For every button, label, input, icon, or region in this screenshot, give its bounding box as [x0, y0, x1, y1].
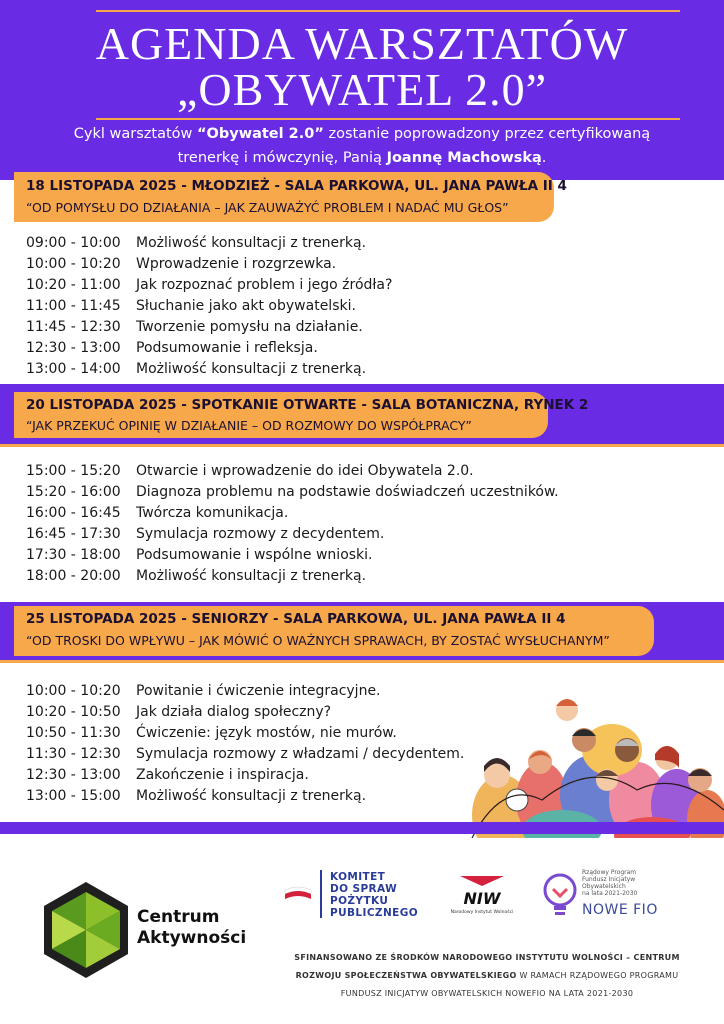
funding-bold-1: SFINANSOWANO ZE ŚRODKÓW NARODOWEGO INSTYTUTU WOLNOŚCI – CENTRUM	[294, 953, 680, 962]
schedule-time: 11:00 - 11:45	[26, 298, 121, 314]
schedule-row	[26, 482, 559, 503]
niw-subtitle: Narodowy Instytut Wolności	[450, 910, 514, 915]
people-group-illustration	[462, 680, 724, 838]
centrum-line2: Aktywności	[137, 928, 247, 948]
session-3-topic: “OD TROSKI DO WPŁYWU – JAK MÓWIĆ O WAŻNYCH SPRAWACH, BY ZOSTAĆ WYSŁUCHANYM”	[26, 633, 610, 648]
funding-text-2: W RAMACH RZĄDOWEGO PROGRAMU	[516, 971, 679, 980]
centrum-aktywnosci-name	[137, 907, 246, 949]
schedule-row	[26, 338, 392, 359]
schedule-row	[26, 359, 392, 380]
schedule-time: 13:00 - 14:00	[26, 361, 121, 377]
schedule-activity: Tworzenie pomysłu na działanie.	[136, 319, 363, 335]
header-top-rule	[96, 10, 680, 12]
session-3-schedule	[26, 681, 464, 807]
kdspp-line: KOMITET	[330, 871, 386, 883]
schedule-row	[26, 503, 559, 524]
page-title-line1: AGENDA WARSZTATÓW	[95, 18, 629, 69]
kdspp-line: POŻYTKU	[330, 895, 389, 907]
fio-line: Obywatelskich	[582, 883, 626, 890]
schedule-time: 15:20 - 16:00	[26, 484, 121, 500]
session-2-rule	[0, 444, 724, 447]
schedule-time: 16:45 - 17:30	[26, 526, 121, 542]
schedule-activity: Jak działa dialog społeczny?	[136, 704, 332, 720]
schedule-time: 12:30 - 13:00	[26, 767, 121, 783]
schedule-time: 10:20 - 10:50	[26, 704, 121, 720]
schedule-row	[26, 765, 464, 786]
kdspp-line: DO SPRAW	[330, 883, 398, 895]
session-1-schedule	[26, 233, 392, 380]
subtitle-text: zostanie poprowadzony przez certyfikowaną	[323, 126, 651, 142]
kdspp-divider	[320, 870, 322, 918]
schedule-time: 10:00 - 10:20	[26, 683, 121, 699]
schedule-time: 10:20 - 11:00	[26, 277, 121, 293]
footer-divider-bar	[0, 822, 724, 834]
schedule-activity: Otwarcie i wprowadzenie do idei Obywatela 2.0.	[136, 463, 474, 479]
schedule-activity: Powitanie i ćwiczenie integracyjne.	[136, 683, 381, 699]
subtitle-text: trenerkę i mówczynię, Panią	[177, 150, 387, 166]
schedule-time: 15:00 - 15:20	[26, 463, 121, 479]
kdspp-line: PUBLICZNEGO	[330, 907, 419, 919]
centrum-aktywnosci-logo-icon	[40, 880, 132, 980]
schedule-time: 10:50 - 11:30	[26, 725, 121, 741]
schedule-activity: Podsumowanie i refleksja.	[136, 340, 318, 356]
schedule-activity: Twórcza komunikacja.	[136, 505, 289, 521]
schedule-activity: Możliwość konsultacji z trenerką.	[136, 235, 367, 251]
session-3-rule	[0, 660, 724, 663]
schedule-time: 17:30 - 18:00	[26, 547, 121, 563]
session-3-heading: 25 LISTOPADA 2025 - SENIORZY - SALA PARKOWA, UL. JANA PAWŁA II 4	[26, 611, 566, 627]
funding-text-3: FUNDUSZ INICJATYW OBYWATELSKICH NOWEFIO NA LATA 2021-2030	[340, 989, 634, 998]
schedule-row	[26, 296, 392, 317]
fio-line: na lata 2021-2030	[582, 890, 638, 897]
schedule-row	[26, 681, 464, 702]
schedule-activity: Możliwość konsultacji z trenerką.	[136, 788, 367, 804]
schedule-row	[26, 254, 392, 275]
schedule-row	[26, 723, 464, 744]
funding-bold-2: ROZWOJU SPOŁECZEŃSTWA OBYWATELSKIEGO	[295, 971, 517, 980]
schedule-time: 16:00 - 16:45	[26, 505, 121, 521]
schedule-activity: Możliwość konsultacji z trenerką.	[136, 361, 367, 377]
funding-statement	[272, 949, 702, 1003]
subtitle-program-name: “Obywatel 2.0”	[197, 126, 324, 142]
page-title-line2: „OBYWATEL 2.0”	[177, 64, 547, 115]
schedule-activity: Ćwiczenie: język mostów, nie murów.	[136, 725, 397, 741]
centrum-line1: Centrum	[137, 907, 220, 927]
polish-flag-icon	[283, 882, 313, 904]
schedule-row	[26, 744, 464, 765]
schedule-time: 13:00 - 15:00	[26, 788, 121, 804]
schedule-time: 12:30 - 13:00	[26, 340, 121, 356]
header-banner	[0, 0, 724, 180]
schedule-row	[26, 786, 464, 807]
schedule-activity: Wprowadzenie i rozgrzewka.	[136, 256, 337, 272]
nowe-fio-program-text	[582, 869, 637, 897]
header-bottom-rule	[96, 118, 680, 120]
subtitle-text: Cykl warsztatów	[73, 126, 197, 142]
schedule-time: 11:45 - 12:30	[26, 319, 121, 335]
schedule-activity: Symulacja rozmowy z decydentem.	[136, 526, 385, 542]
page-subtitle	[0, 122, 724, 170]
schedule-row	[26, 566, 559, 587]
schedule-row	[26, 545, 559, 566]
schedule-activity: Możliwość konsultacji z trenerką.	[136, 568, 367, 584]
schedule-row	[26, 275, 392, 296]
subtitle-text: .	[541, 150, 547, 166]
schedule-time: 10:00 - 10:20	[26, 256, 121, 272]
schedule-row	[26, 461, 559, 482]
schedule-row	[26, 702, 464, 723]
schedule-row	[26, 317, 392, 338]
schedule-time: 18:00 - 20:00	[26, 568, 121, 584]
kdspp-logo-text	[330, 871, 418, 919]
schedule-activity: Diagnoza problemu na podstawie doświadczeń uczestników.	[136, 484, 559, 500]
schedule-row	[26, 524, 559, 545]
schedule-time: 11:30 - 12:30	[26, 746, 121, 762]
session-1-topic: “OD POMYSŁU DO DZIAŁANIA – JAK ZAUWAŻYĆ PROBLEM I NADAĆ MU GŁOS”	[26, 200, 509, 215]
schedule-activity: Jak rozpoznać problem i jego źródła?	[136, 277, 393, 293]
schedule-activity: Zakończenie i inspiracja.	[136, 767, 309, 783]
session-2-topic: “JAK PRZEKUĆ OPINIĘ W DZIAŁANIE – OD ROZMOWY DO WSPÓŁPRACY”	[26, 418, 472, 433]
schedule-row	[26, 233, 392, 254]
session-1-heading: 18 LISTOPADA 2025 - MŁODZIEŻ - SALA PARKOWA, UL. JANA PAWŁA II 4	[26, 178, 567, 194]
schedule-activity: Symulacja rozmowy z władzami / decydentem.	[136, 746, 465, 762]
session-2-heading: 20 LISTOPADA 2025 - SPOTKANIE OTWARTE - SALA BOTANICZNA, RYNEK 2	[26, 397, 589, 413]
niw-logo-text: NIW	[463, 889, 501, 908]
session-2-schedule	[26, 461, 559, 587]
fio-line: Fundusz Inicjatyw	[582, 876, 636, 883]
nowe-fio-bulb-icon	[541, 872, 579, 918]
fio-line: Rządowy Program	[582, 869, 637, 876]
subtitle-trainer-name: Joannę Machowską	[386, 150, 542, 166]
schedule-activity: Słuchanie jako akt obywatelski.	[136, 298, 356, 314]
schedule-time: 09:00 - 10:00	[26, 235, 121, 251]
nowe-fio-name: NOWE FIO	[582, 902, 658, 918]
schedule-activity: Podsumowanie i wspólne wnioski.	[136, 547, 373, 563]
